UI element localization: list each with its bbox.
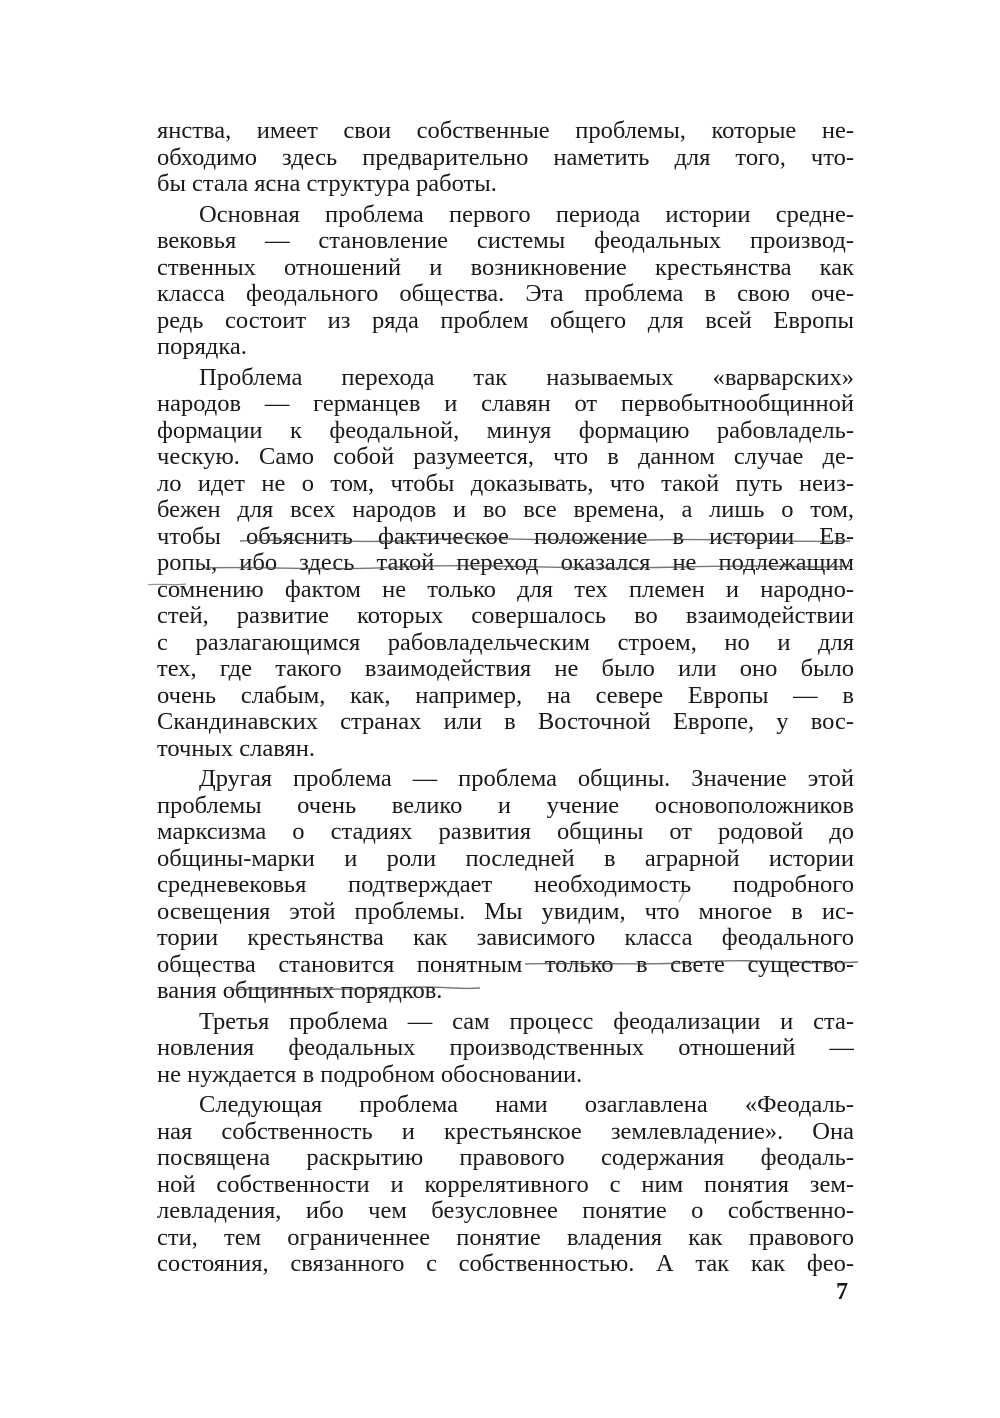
text-line: Другая проблема — проблема общины. Значение этой	[199, 766, 854, 792]
text-line: обходимо здесь предварительно наметить для того, что-	[157, 144, 854, 171]
text-line: Третья проблема — сам процесс феодализации и ста-	[199, 1008, 854, 1035]
text-line: порядка.	[157, 334, 247, 360]
text-line: с разлагающимся рабовладельческим строем, но и для	[157, 629, 854, 656]
text-line: средневековья подтверждает необходимость подробного	[157, 872, 854, 898]
text-line: тех, где такого взаимодействия не было или оно было	[157, 656, 854, 682]
text-line: бежен для всех народов и во все времена, а лишь о том,	[157, 497, 854, 523]
text-line: народов — германцев и славян от первобытнообщинной	[157, 391, 854, 417]
text-line: ло идет не о том, чтобы доказывать, что такой путь неиз-	[157, 470, 854, 497]
text-line: освещения этой проблемы. Мы увидим, что многое в ис-	[157, 898, 854, 925]
text-line: общины-марки и роли последней в аграрной истории	[157, 845, 854, 872]
page-number: 7	[836, 1279, 848, 1305]
text-line: класса феодального общества. Эта проблема в свою оче-	[157, 281, 854, 307]
text-line: янства, имеет свои собственные проблемы, которые не-	[157, 118, 854, 144]
text-line: вековья — становление системы феодальных производ-	[157, 228, 854, 254]
text-line: Скандинавских странах или в Восточной Европе, у вос-	[157, 709, 854, 735]
text-line: посвящена раскрытию правового содержания феодаль-	[157, 1145, 854, 1171]
text-line: Следующая проблема нами озаглавлена «Феодаль-	[199, 1092, 854, 1118]
paragraph	[157, 1092, 854, 1278]
page-text-block	[157, 118, 854, 1278]
text-line: редь состоит из ряда проблем общего для всей Европы	[157, 307, 854, 334]
text-line: вания общинных порядков.	[157, 978, 443, 1004]
paragraph	[157, 118, 854, 198]
text-line: Основная проблема первого периода истории средне-	[199, 201, 854, 228]
text-line: ственных отношений и возникновение крестьянства как	[157, 254, 854, 281]
text-line: не нуждается в подробном обосновании.	[157, 1061, 583, 1088]
text-line: состояния, связанного с собственностью. А так как фео-	[157, 1251, 854, 1277]
text-line: очень слабым, как, например, на севере Европы — в	[157, 682, 854, 709]
text-line: сомнению фактом не только для тех племен и народно-	[157, 576, 854, 603]
text-line: чтобы объяснить фактическое положение в истории Ев-	[157, 523, 854, 550]
text-line: левладения, ибо чем безусловнее понятие о собственно-	[157, 1198, 854, 1224]
text-line: ропы, ибо здесь такой переход оказался не подлежащим	[157, 550, 854, 576]
text-line: стей, развитие которых совершалось во взаимодействии	[157, 603, 854, 629]
text-line: ная собственность и крестьянское землевладение». Она	[157, 1118, 854, 1145]
paragraph	[157, 766, 854, 1005]
text-line: проблемы очень велико и учение основоположников	[157, 792, 854, 819]
text-line: Проблема перехода так называемых «варварских»	[199, 364, 854, 391]
paragraph	[157, 1009, 854, 1089]
text-line: точных славян.	[157, 735, 315, 762]
text-line: марксизма о стадиях развития общины от родовой до	[157, 819, 854, 845]
text-line: тории крестьянства как зависимого класса феодального	[157, 925, 854, 951]
paragraph	[157, 365, 854, 763]
text-line: общества становится понятным только в свете существо-	[157, 951, 854, 978]
text-line: ной собственности и коррелятивного с ним понятия зем-	[157, 1171, 854, 1198]
text-line: бы стала ясна структура работы.	[157, 171, 497, 197]
text-line: формации к феодальной, минуя формацию рабовладель-	[157, 417, 854, 444]
text-line: ческую. Само собой разумеется, что в данном случае де-	[157, 444, 854, 470]
text-line: сти, тем ограниченнее понятие владения как правового	[157, 1224, 854, 1251]
paragraph	[157, 202, 854, 361]
text-line: новления феодальных производственных отношений —	[157, 1035, 854, 1061]
